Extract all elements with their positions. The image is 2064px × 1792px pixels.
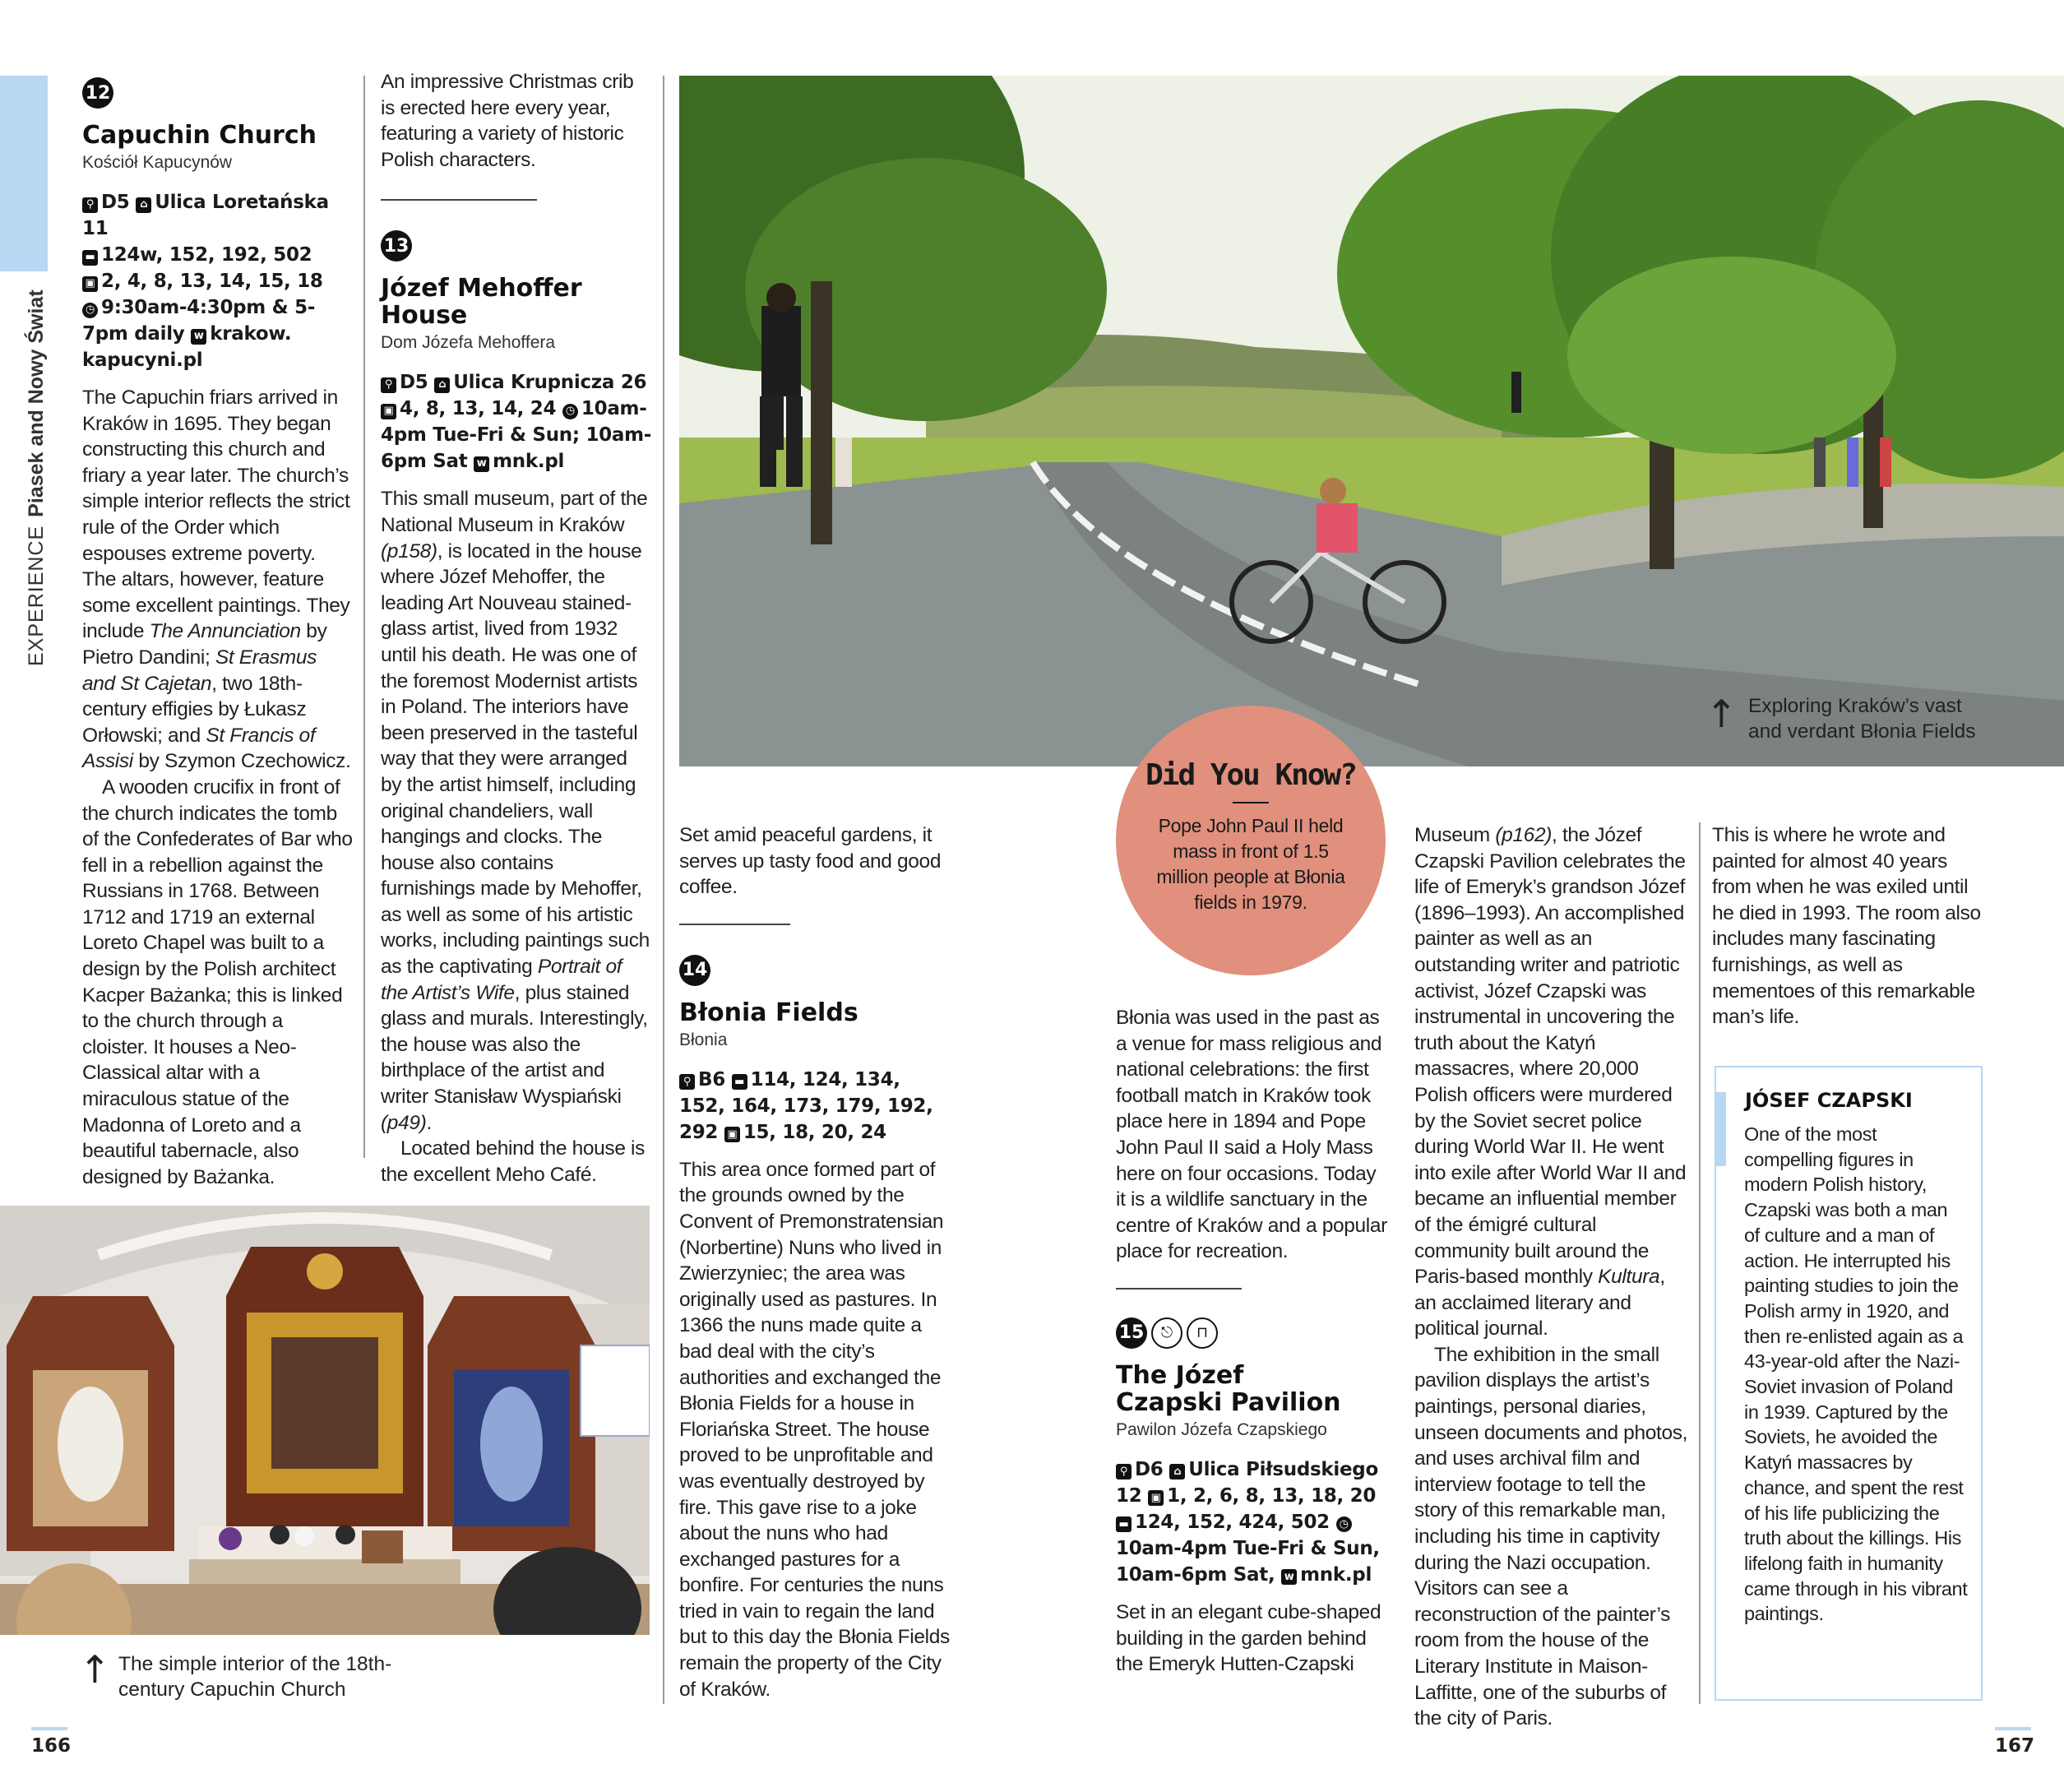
entry-practical-info: ⚲ B6 ▬ 114, 124, 134, 152, 164, 173, 179, 192, 292 ▣ 15, 18, 20, 24	[679, 1068, 933, 1143]
park-illustration	[679, 76, 2064, 766]
entry-practical-info: ⚲ D5 ⌂ Ulica Loretańska 11 ▬ 124w, 152, 192, 502 ▣ 2, 4, 8, 13, 14, 15, 18 ◷ 9:30am-4:30pm & 5-7pm daily w krakow. kapucyni.pl	[82, 192, 329, 371]
church-photo-caption: The simple interior of the 18th-century Capuchin Church	[118, 1653, 392, 1701]
did-you-know-callout	[1116, 706, 1386, 975]
entry-title	[1116, 1362, 1387, 1416]
entry-subtitle: Kościół Kapucynów	[82, 153, 233, 172]
entry-title-line-2: Czapski Pavilion	[1116, 1387, 1341, 1417]
entry-separator	[1116, 1288, 1242, 1290]
column-divider	[1699, 822, 1701, 1704]
entry-number-badge: 15	[1116, 1317, 1147, 1349]
page-gutter-line	[663, 76, 664, 1704]
entry-capuchin-church	[82, 77, 354, 1190]
entry-separator	[679, 924, 790, 925]
entry-subtitle: Błonia	[679, 1030, 728, 1049]
entry-title-line-1: The Józef	[1116, 1360, 1244, 1390]
column-divider	[363, 76, 365, 1158]
entry-practical-info: ⚲ D5 ⌂ Ulica Krupnicza 26 ▣ 4, 8, 13, 14, 24 ◷ 10am-4pm Tue-Fri & Sun; 10am-6pm Sat w mnk.pl	[381, 372, 652, 473]
entry-subtitle: Dom Józefa Mehoffera	[381, 333, 556, 353]
park-photo-caption: Exploring Kraków’s vast and verdant Błonia Fields	[1748, 695, 1976, 743]
blonia-fields-photo	[679, 76, 2064, 766]
entry-czapski-continued	[1414, 822, 1689, 1732]
entry-body-text-continued: Set amid peaceful gardens, it serves up tasty food and good coffee.	[679, 824, 942, 899]
section-name: Piasek and Nowy Świat	[25, 289, 48, 517]
entry-number-badge: 14	[679, 955, 710, 986]
entry-body-text: The Capuchin friars arrived in Kraków in 1695. They began constructing this church and friary a year later. The church’s simple interior reflects the strict rule of the Order which espouses extreme poverty. The altars, however, feature some excellent paintings. They include The Annunciation by Pietro Dandini; St Erasmus and St Cajetan, two 18th-century effigies by Łukasz Orłowski; and St Francis of Assisi by Szymon Czechowicz. A wooden crucifix in front of the church indicates the tomb of the Confederates of Bar who fell in a rebellion against the Russians in 1768. Between 1712 and 1719 an external Loreto Chapel was built to a design by the Polish architect Kacper Bażanka; this is linked to the church through a cloister. It houses a Neo-Classical altar with a miraculous statue of the Madonna of Loreto and a beautiful tabernacle, also designed by Bażanka.	[82, 387, 353, 1188]
section-color-tab	[0, 76, 48, 271]
entry-body-text-continued: Museum (p162), the Józef Czapski Pavilion celebrates the life of Emeryk’s grandson Józef (1896–1993). An accomplished painter as well as an outstanding writer and patriotic activist, Józef Czapski was instrumental in uncovering the truth about the Katyń massacres, where 20,000 Polish officers were murdered by the Soviet secret police during World War II. He went into exile after World War II and became an influential member of the émigré cultural community built around the Paris-based monthly Kultura, an acclaimed literary and political journal. The exhibition in the small pavilion displays the artist’s paintings, personal diaries, unseen documents and photos, and uses archival film and interview footage to tell the story of this remarkable man, including his time in captivity during the Nazi occupation. Visitors can see a reconstruction of the painter’s room from the house of the Literary Institute in Maison-Laffitte, one of the suburbs of the city of Paris.	[1414, 824, 1688, 1730]
did-you-know-rule	[1233, 802, 1269, 803]
caption-arrow-icon: ↑	[79, 1647, 111, 1692]
entry-body-text-continued: This is where he wrote and painted for almost 40 years from when he was exiled until he died in 1993. The room also includes many fascinating furnishings, as well as mementoes of this remarkable man’s life.	[1712, 824, 1981, 1029]
page-number-left: 166	[31, 1735, 72, 1757]
caption-arrow-icon: ↑	[1705, 692, 1738, 736]
entry-body-text-continued: An impressive Christmas crib is erected here every year, featuring a variety of historic Polish characters.	[381, 71, 634, 171]
church-interior-photo	[0, 1206, 650, 1635]
entry-practical-info: ⚲ D6 ⌂ Ulica Piłsudskiego 12 ▣ 1, 2, 6, 8, 13, 18, 20 ▬ 124, 152, 424, 502 ◷10am-4pm Tue-Fri & Sun, 10am-6pm Sat, w mnk.pl	[1116, 1458, 1380, 1586]
page-number-mark	[1995, 1727, 2031, 1730]
entry-body-text-continued: Błonia was used in the past as a venue for mass religious and national celebrations: the first football match in Kraków took place here in 1894 and Pope John Paul II said a Holy Mass here on four occasions. Today it is a wildlife sanctuary in the centre of Kraków and a popular place for recreation.	[1116, 1007, 1387, 1263]
did-you-know-text: Pope John Paul II held mass in front of 1.5 million people at Błonia fields in 1979.	[1156, 815, 1345, 913]
entry-czapski-continued-2	[1712, 822, 1983, 1030]
entry-body-text: This area once formed part of the grounds owned by the Convent of Premonstratensian (Norbertine) Nuns who lived in Zwierzyniec; the area was originally used as pastures. In 1366 the nuns made quite a bad deal with the city’s authorities and exchanged the Błonia Fields for a house in Floriańska Street. The house proved to be unprofitable and was eventually destroyed by fire. This gave rise to a joke about the nuns who had exchanged pastures for a bonfire. For centuries the nuns tried in vain to regain the land but to this day the Błonia Fields remain the property of the City of Kraków.	[679, 1158, 950, 1701]
entry-subtitle: Pawilon Józefa Czapskiego	[1116, 1419, 1327, 1439]
entry-blonia-fields	[679, 822, 951, 1702]
shopping-bag-icon: ⊓	[1187, 1317, 1218, 1349]
entry-title: Błonia Fields	[679, 998, 858, 1027]
church-interior-illustration	[0, 1206, 650, 1635]
box-text: One of the most compelling figures in modern Polish history, Czapski was both a man of culture and a man of action. He interrupted his painting studies to join the Polish army in 1920, and then re-enlisted again as a 43-year-old after the Nazi-Soviet invasion of Poland in 1939. Captured by the Soviets, he avoided the Katyń massacres by chance, and spent the rest of his life publicizing the truth about the killings. His lifelong faith in humanity came through in his vibrant paintings.	[1744, 1123, 1968, 1625]
entry-number-badge: 13	[381, 230, 412, 262]
czapski-biography-box	[1715, 1066, 1983, 1701]
entry-number-badge: 12	[82, 77, 113, 109]
page-number-right: 167	[1995, 1735, 2035, 1757]
entry-mehoffer-house	[381, 69, 652, 1188]
ticket-icon: ⎋	[1151, 1317, 1182, 1349]
page-number-mark	[31, 1727, 67, 1730]
did-you-know-title: Did You Know?	[1145, 758, 1356, 792]
entry-separator	[381, 199, 537, 201]
section-label	[25, 289, 49, 666]
entry-czapski-pavilion	[1116, 1005, 1387, 1678]
entry-title: Capuchin Church	[82, 121, 317, 150]
entry-title: Józef Mehoffer House	[381, 274, 582, 331]
section-prefix: EXPERIENCE	[25, 525, 48, 666]
box-accent-bar	[1716, 1092, 1726, 1166]
box-title: JÓSEF CZAPSKI	[1745, 1089, 1913, 1112]
entry-body-text: This small museum, part of the National Museum in Kraków (p158), is located in the house where Józef Mehoffer, the leading Art Nouveau stained-glass artist, lived from 1932 until his death. He was one of the foremost Modernist artists in Poland. The interiors have been preserved in the tasteful way that they were arranged by the artist himself, including original chandeliers, wall hangings and clocks. The house also contains furnishings made by Mehoffer, as well as some of his artistic works, including paintings such as the captivating Portrait of the Artist’s Wife, plus stained glass and murals. Interestingly, the house was also the birthplace of the artist and writer Stanisław Wyspiański (p49). Located behind the house is the excellent Meho Café.	[381, 488, 650, 1186]
entry-body-text: Set in an elegant cube-shaped building in the garden behind the Emeryk Hutten-Czapski	[1116, 1600, 1381, 1676]
